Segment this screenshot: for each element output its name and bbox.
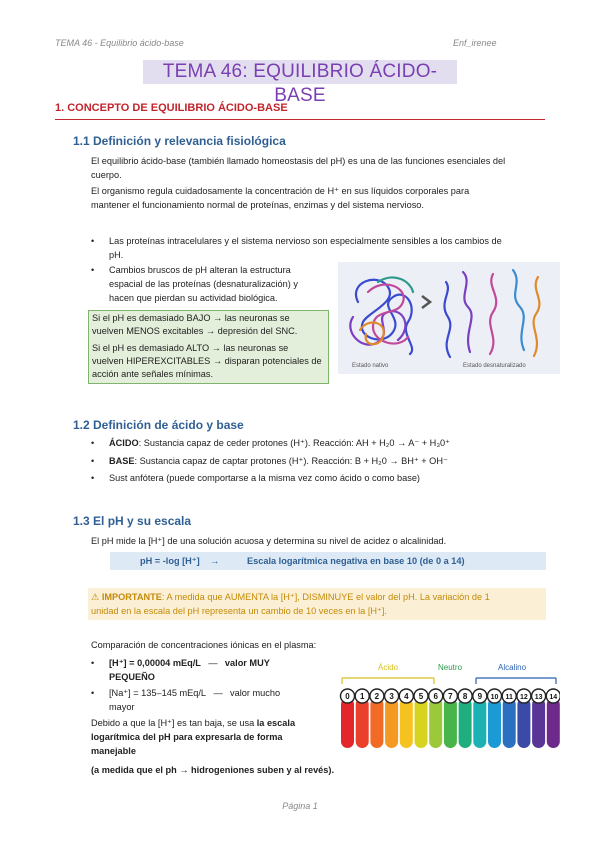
bullet-amphoteric: • Sust anfótera (puede comportarse a la misma vez como ácido o como base) bbox=[91, 473, 420, 483]
bullet-base: • BASE: Sustancia capaz de captar protones (H⁺). Reacción: B + H₂0 → BH⁺ + OH⁻ bbox=[91, 456, 448, 466]
ph-scale-figure bbox=[338, 660, 560, 752]
ph-formula-box bbox=[110, 552, 546, 570]
page-footer: Página 1 bbox=[282, 801, 318, 811]
bullet-h-concentration: • [H⁺] = 0,00004 mEq/L — valor MUY PEQUEÑO bbox=[91, 658, 270, 682]
section-heading-1: 1. CONCEPTO DE EQUILIBRIO ÁCIDO-BASE bbox=[55, 102, 288, 114]
formula-arrow: → bbox=[210, 556, 220, 566]
ph-scale-illustration bbox=[338, 660, 560, 752]
subsection-heading-1-3: 1.3 El pH y su escala bbox=[73, 514, 192, 528]
important-callout: ⚠ IMPORTANTE: A medida que AUMENTA la [H⁺], DISMINUYE el valor del pH. La variación de 1 unidad en la escala del pH representa un cambio de 10 veces en la [H⁺]. bbox=[88, 588, 546, 620]
scale-label-neutral: Neutro bbox=[438, 663, 463, 672]
section-heading-rule bbox=[55, 119, 545, 120]
ph-tube-1 bbox=[356, 698, 369, 748]
warning-icon: ⚠ bbox=[91, 592, 100, 602]
ph-number-label: 11 bbox=[505, 694, 513, 701]
running-header-author: Enf_irenee bbox=[453, 38, 497, 48]
ph-number-label: 5 bbox=[418, 692, 424, 701]
document-title: TEMA 46: EQUILIBRIO ÁCIDO-BASE bbox=[143, 60, 457, 84]
ph-tube-3 bbox=[385, 698, 398, 748]
ph-formula: pH = -log [H⁺] bbox=[140, 556, 200, 566]
neuron-effects-box: Si el pH es demasiado BAJO → las neuronas se vuelven MENOS excitables → depresión del SNC. Si el pH es demasiado ALTO → las neuronas se vuelven HIPEREXCITABLES → disparan potenciales de acción ante señales mínimas. bbox=[88, 310, 329, 384]
ph-tube-10 bbox=[488, 698, 501, 748]
ph-tube-5 bbox=[415, 698, 428, 748]
figure-label-native: Estado nativo bbox=[352, 363, 389, 369]
ph-tube-6 bbox=[429, 698, 442, 748]
bullet-na-concentration: • [Na⁺] = 135–145 mEq/L — valor mucho mayor bbox=[91, 688, 281, 712]
subsection-heading-1-2: 1.2 Definición de ácido y base bbox=[73, 418, 244, 432]
ph-tube-7 bbox=[444, 698, 457, 748]
scale-label-alkaline: Alcalino bbox=[498, 663, 527, 672]
protein-illustration bbox=[338, 262, 560, 374]
paragraph-regulation: El organismo regula cuidadosamente la concentración de H⁺ en sus líquidos corporales para mantener el funcionamiento normal de proteínas, enzimas y del sistema nervioso. bbox=[91, 186, 470, 210]
running-header-title: TEMA 46 - Equilibrio ácido-base bbox=[55, 38, 184, 48]
ph-number-label: 1 bbox=[359, 692, 365, 701]
ph-tube-8 bbox=[459, 698, 472, 748]
ph-number-label: 12 bbox=[520, 694, 528, 701]
formula-description: Escala logarítmica negativa en base 10 (de 0 a 14) bbox=[247, 556, 465, 566]
ph-tube-14 bbox=[547, 698, 560, 748]
paragraph-ph-intro: El pH mide la [H⁺] de una solución acuosa y determina su nivel de acidez o alcalinidad. bbox=[91, 536, 447, 546]
paragraph-definition: El equilibrio ácido-base (también llamado homeostasis del pH) es una de las funciones esenciales del cuerpo. bbox=[91, 156, 506, 180]
paragraph-log-reason: Debido a que la [H⁺] es tan baja, se usa la escala logarítmica del pH para expresarla de forma manejable bbox=[91, 718, 296, 756]
ph-tube-13 bbox=[532, 698, 545, 748]
ph-tube-12 bbox=[517, 698, 530, 748]
figure-label-denatured: Estado desnaturalizado bbox=[463, 363, 526, 369]
ph-number-label: 7 bbox=[448, 692, 453, 701]
ph-tube-11 bbox=[503, 698, 516, 748]
ph-number-label: 4 bbox=[404, 692, 409, 701]
ph-number-label: 2 bbox=[374, 692, 380, 701]
ph-number-label: 13 bbox=[534, 694, 543, 701]
ph-number-label: 10 bbox=[490, 694, 499, 701]
ph-number-label: 6 bbox=[433, 692, 438, 701]
ph-number-label: 3 bbox=[389, 692, 394, 701]
scale-label-acid: Ácido bbox=[378, 663, 399, 672]
ph-tube-4 bbox=[400, 698, 413, 748]
bullet-ph-changes: • Cambios bruscos de pH alteran la estructura espacial de las proteínas (desnaturalización) y hacen que pierdan su actividad biológica. bbox=[91, 265, 298, 303]
ph-number-label: 9 bbox=[477, 692, 483, 701]
bullet-proteins-sensitive: • Las proteínas intracelulares y el sistema nervioso son especialmente sensibles a los cambios de pH. bbox=[91, 236, 502, 260]
ph-tube-9 bbox=[473, 698, 486, 748]
protein-denaturation-figure bbox=[338, 262, 560, 374]
subsection-heading-1-1: 1.1 Definición y relevancia fisiológica bbox=[73, 134, 286, 148]
bullet-acid: • ÁCIDO: Sustancia capaz de ceder protones (H⁺). Reacción: AH + H₂0 → A⁻ + H₃0⁺ bbox=[91, 438, 451, 448]
ph-tube-0 bbox=[341, 698, 354, 748]
ph-number-label: 14 bbox=[549, 694, 558, 701]
paragraph-ionic-comparison: Comparación de concentraciones iónicas en el plasma: bbox=[91, 640, 317, 650]
paragraph-inverse-relation: (a medida que el ph → hidrogeniones suben y al revés). bbox=[91, 765, 335, 775]
ph-tube-2 bbox=[370, 698, 383, 748]
ph-number-label: 0 bbox=[345, 692, 350, 701]
ph-number-label: 8 bbox=[462, 692, 468, 701]
